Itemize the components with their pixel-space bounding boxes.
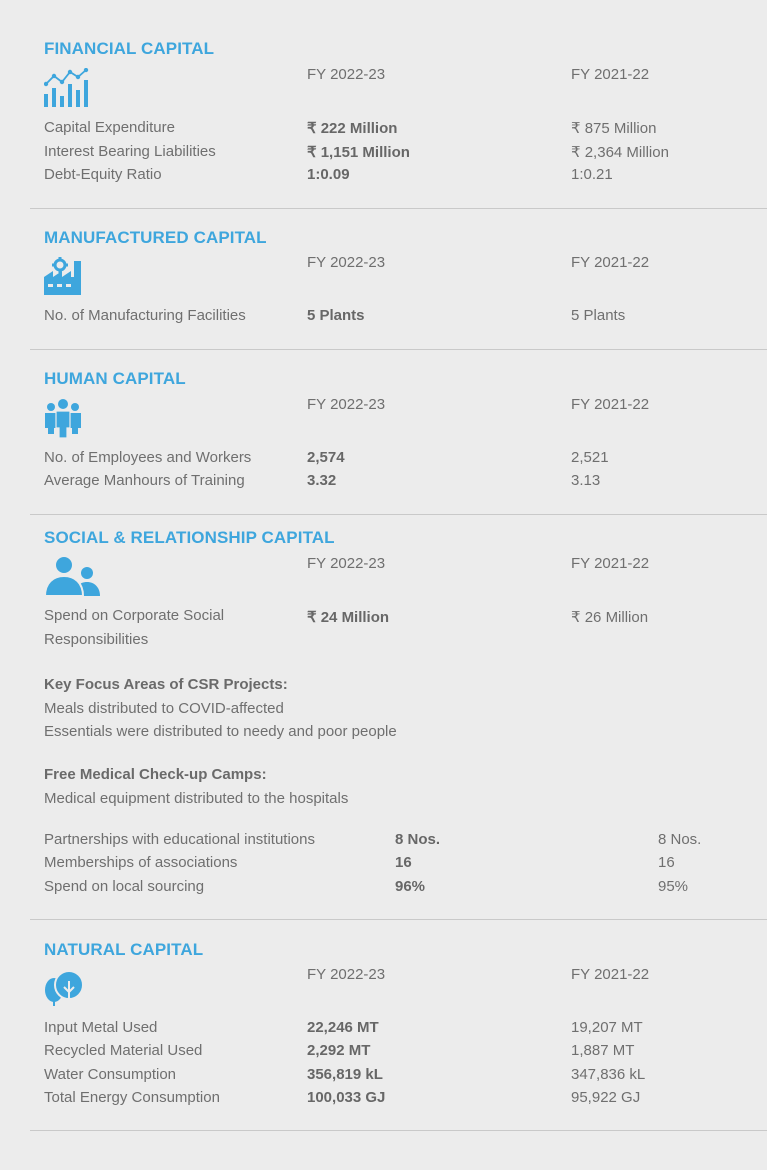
row-value-previous: 95,922 GJ: [571, 1089, 641, 1106]
row-label: No. of Manufacturing Facilities: [44, 307, 246, 324]
users-icon: [44, 555, 100, 602]
table-row: [0, 854, 767, 876]
row-value-previous: ₹ 2,364 Million: [571, 144, 669, 161]
section-divider: [30, 1130, 767, 1131]
table-row: [0, 1089, 767, 1111]
section-title: NATURAL CAPITAL: [44, 940, 204, 959]
section-divider: [30, 349, 767, 350]
table-row: [0, 166, 767, 188]
csr-focus-heading: Key Focus Areas of CSR Projects:: [44, 676, 288, 693]
row-value-current: 100,033 GJ: [307, 1089, 386, 1106]
row-value-current: 96%: [395, 878, 426, 895]
medical-camps-heading: Free Medical Check-up Camps:: [44, 766, 267, 783]
row-label: Recycled Material Used: [44, 1042, 203, 1059]
row-label: Memberships of associations: [44, 854, 238, 871]
row-value-previous: 16: [658, 854, 675, 871]
row-value-previous: 5 Plants: [571, 307, 626, 324]
row-label: Interest Bearing Liabilities: [44, 143, 216, 160]
row-value-current: ₹ 24 Million: [307, 609, 390, 626]
column-header-previous: FY 2021-22: [571, 66, 650, 83]
row-label: Average Manhours of Training: [44, 472, 245, 489]
column-header-current: FY 2022-23: [307, 555, 386, 572]
table-row: [0, 143, 767, 165]
row-value-previous: 95%: [658, 878, 689, 895]
medical-camps: [44, 763, 348, 810]
column-header-current: FY 2022-23: [307, 966, 386, 983]
table-row: [0, 472, 767, 494]
row-label: Input Metal Used: [44, 1019, 158, 1036]
trees-icon: [44, 966, 84, 1013]
column-header-previous: FY 2021-22: [571, 966, 650, 983]
row-value-current: 2,574: [307, 449, 345, 466]
column-header-previous: FY 2021-22: [571, 555, 650, 572]
table-row: [0, 1066, 767, 1088]
csr-focus-item: Meals distributed to COVID-affected: [44, 699, 284, 717]
row-value-current: 8 Nos.: [395, 831, 441, 848]
table-row: [0, 831, 767, 853]
row-label: Total Energy Consumption: [44, 1089, 220, 1106]
section-divider: [30, 919, 767, 920]
row-value-current: 22,246 MT: [307, 1019, 379, 1036]
table-row: [0, 608, 767, 630]
row-value-previous: 19,207 MT: [571, 1019, 643, 1036]
row-value-current: 16: [395, 854, 412, 871]
people-group-icon: [44, 398, 82, 443]
row-value-previous: 8 Nos.: [658, 831, 702, 848]
row-label: Capital Expenditure: [44, 119, 175, 136]
row-value-previous: ₹ 875 Million: [571, 120, 657, 137]
column-header-previous: FY 2021-22: [571, 254, 650, 271]
row-label: Debt-Equity Ratio: [44, 166, 162, 183]
bar-chart-icon: [44, 68, 90, 115]
table-row: [0, 1019, 767, 1041]
row-value-current: ₹ 222 Million: [307, 120, 398, 137]
row-value-current: 5 Plants: [307, 307, 365, 324]
csr-focus-item: Essentials were distributed to needy and poor people: [44, 723, 397, 740]
table-row: [0, 307, 767, 329]
row-value-previous: ₹ 26 Million: [571, 609, 649, 626]
csr-focus-areas: [44, 673, 397, 744]
table-row: [0, 449, 767, 471]
column-header-current: FY 2022-23: [307, 254, 386, 271]
row-value-current: 2,292 MT: [307, 1042, 371, 1059]
column-header-current: FY 2022-23: [307, 396, 386, 413]
row-label: Spend on local sourcing: [44, 878, 205, 895]
table-row: [0, 878, 767, 900]
csr-spend-label-line: Spend on Corporate Social: [44, 607, 225, 624]
column-header-previous: FY 2021-22: [571, 396, 650, 413]
row-label: Water Consumption: [44, 1066, 176, 1083]
section-title: HUMAN CAPITAL: [44, 369, 186, 388]
section-title: SOCIAL & RELATIONSHIP CAPITAL: [44, 528, 335, 547]
row-value-previous: 347,836 kL: [571, 1066, 646, 1083]
row-value-previous: 3.13: [571, 472, 601, 489]
section-title: FINANCIAL CAPITAL: [44, 39, 215, 58]
row-value-current: 356,819 kL: [307, 1066, 383, 1083]
row-value-current: 1:0.09: [307, 166, 350, 183]
row-label: No. of Employees and Workers: [44, 449, 252, 466]
row-value-previous: 1:0.21: [571, 166, 613, 183]
medical-camps-item: Medical equipment distributed to the hospitals: [44, 789, 349, 807]
table-row: [0, 1042, 767, 1064]
row-value-previous: 2,521: [571, 449, 609, 466]
row-value-current: 3.32: [307, 472, 337, 489]
row-value-previous: 1,887 MT: [571, 1042, 635, 1059]
csr-spend-label-line: Responsibilities: [44, 630, 149, 648]
section-title: MANUFACTURED CAPITAL: [44, 228, 267, 247]
section-divider: [30, 208, 767, 209]
section-divider: [30, 514, 767, 515]
row-value-current: ₹ 1,151 Million: [307, 144, 410, 161]
row-label: Partnerships with educational institutions: [44, 831, 315, 848]
table-row: [0, 119, 767, 141]
column-header-current: FY 2022-23: [307, 66, 386, 83]
factory-icon: [44, 257, 82, 300]
